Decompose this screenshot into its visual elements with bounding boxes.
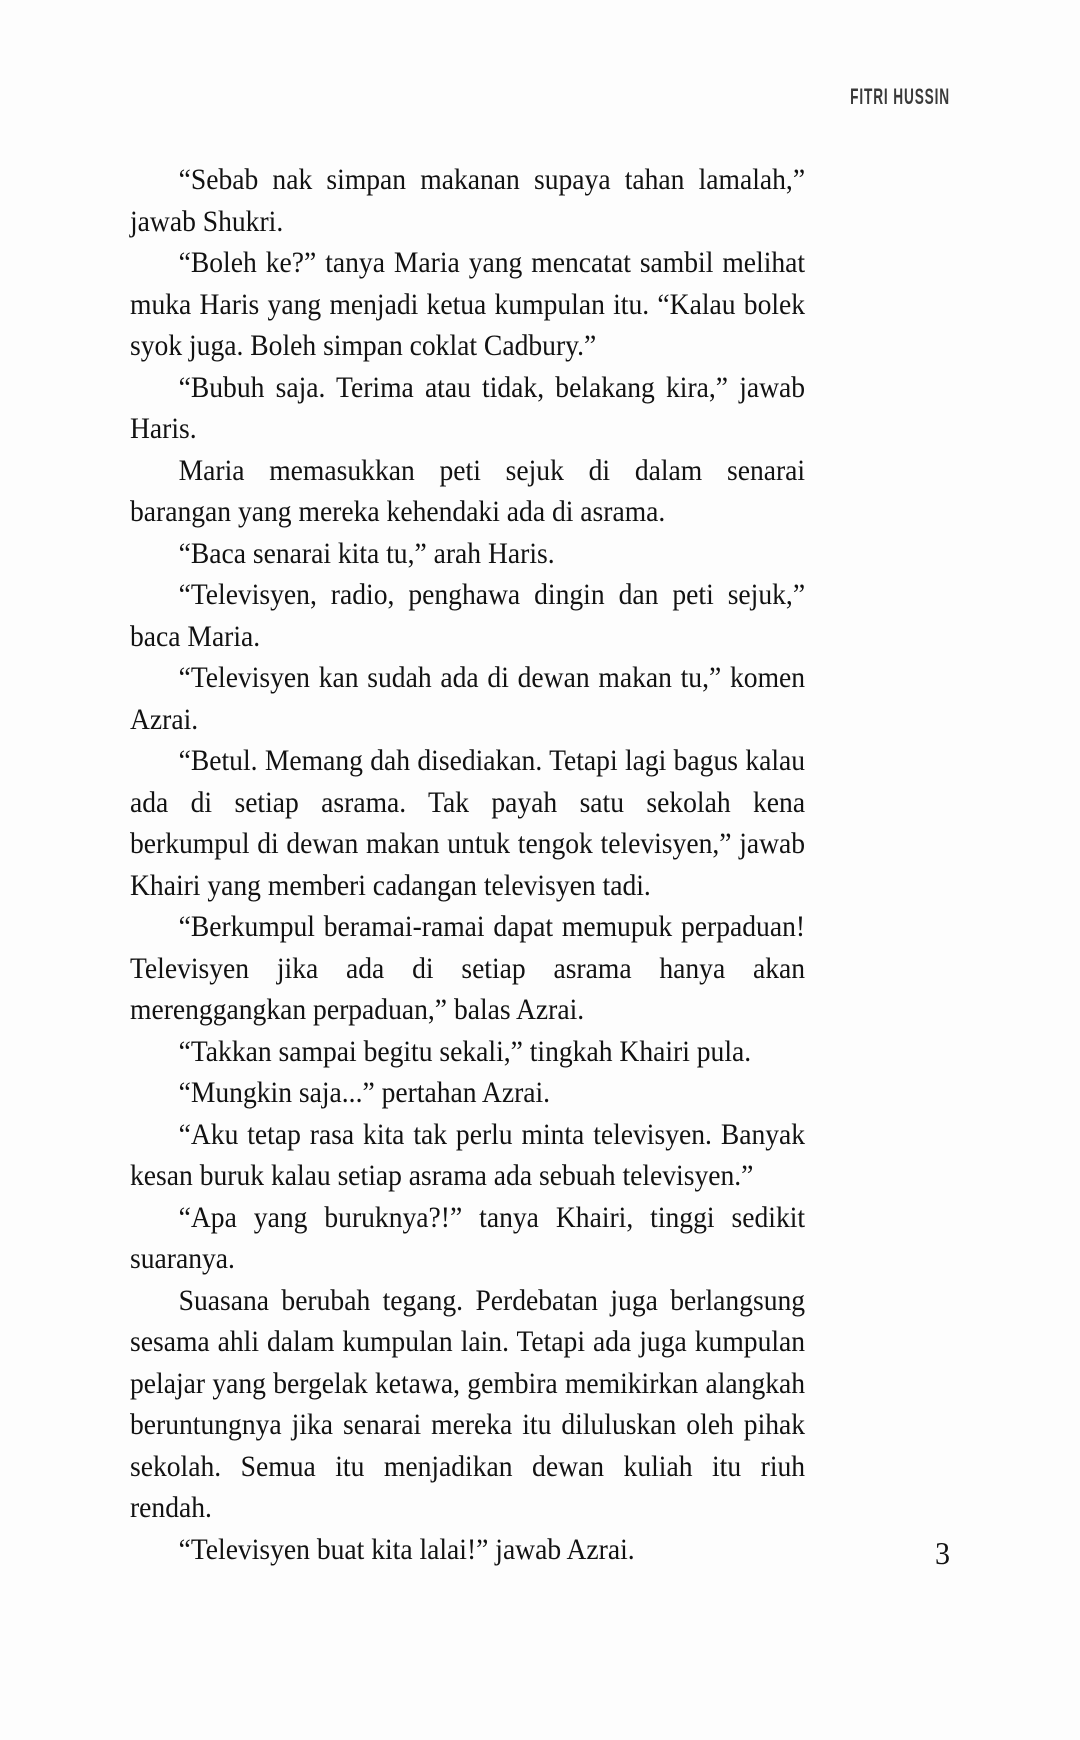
paragraph: “Apa yang buruknya?!” tanya Khairi, tinggi sedikit suaranya. xyxy=(130,1201,806,1275)
paragraph: “Televisyen kan sudah ada di dewan makan tu,” komen Azrai. xyxy=(130,662,806,736)
page-number: 3 xyxy=(934,1535,950,1571)
paragraph: Maria memasukkan peti sejuk di dalam senarai barangan yang mereka kehendaki ada di asrama. xyxy=(130,454,806,528)
running-head-author: FITRI HUSSIN xyxy=(850,84,950,109)
paragraph: “Televisyen buat kita lalai!” jawab Azrai. xyxy=(178,1533,635,1566)
body-text-block xyxy=(130,160,805,1571)
paragraph: “Takkan sampai begitu sekali,” tingkah Khairi pula. xyxy=(178,1035,752,1068)
paragraph: “Mungkin saja...” pertahan Azrai. xyxy=(178,1077,551,1109)
paragraph: “Bubuh saja. Terima atau tidak, belakang kira,” jawab Haris. xyxy=(130,371,806,445)
paragraph: “Televisyen, radio, penghawa dingin dan peti sejuk,” baca Maria. xyxy=(130,579,806,653)
paragraph: “Aku tetap rasa kita tak perlu minta televisyen. Banyak kesan buruk kalau setiap asrama ada sebuah televisyen.” xyxy=(130,1118,806,1192)
paragraph: “Berkumpul beramai-ramai dapat memupuk perpaduan! Televisyen jika ada di setiap asrama hanya akan merenggangkan perpaduan,” balas Azrai. xyxy=(130,911,806,1026)
paragraph: “Boleh ke?” tanya Maria yang mencatat sambil melihat muka Haris yang menjadi ketua kumpulan itu. “Kalau bolek syok juga. Boleh simpan coklat Cadbury.” xyxy=(130,247,806,362)
paragraph: “Sebab nak simpan makanan supaya tahan lamalah,” jawab Shukri. xyxy=(130,164,806,238)
paragraph: “Baca senarai kita tu,” arah Haris. xyxy=(178,537,555,570)
paragraph: Suasana berubah tegang. Perdebatan juga berlangsung sesama ahli dalam kumpulan lain. Tetapi ada juga kumpulan pelajar yang bergelak ketawa, gembira memikirkan alangkah beruntungnya jika senarai mereka itu diluluskan oleh pihak sekolah. Semua itu menjadikan dewan kuliah itu riuh rendah. xyxy=(130,1284,806,1524)
paragraph: “Betul. Memang dah disediakan. Tetapi lagi bagus kalau ada di setiap asrama. Tak payah satu sekolah kena berkumpul di dewan makan untuk tengok televisyen,” jawab Khairi yang memberi cadangan televisyen tadi. xyxy=(130,745,806,902)
